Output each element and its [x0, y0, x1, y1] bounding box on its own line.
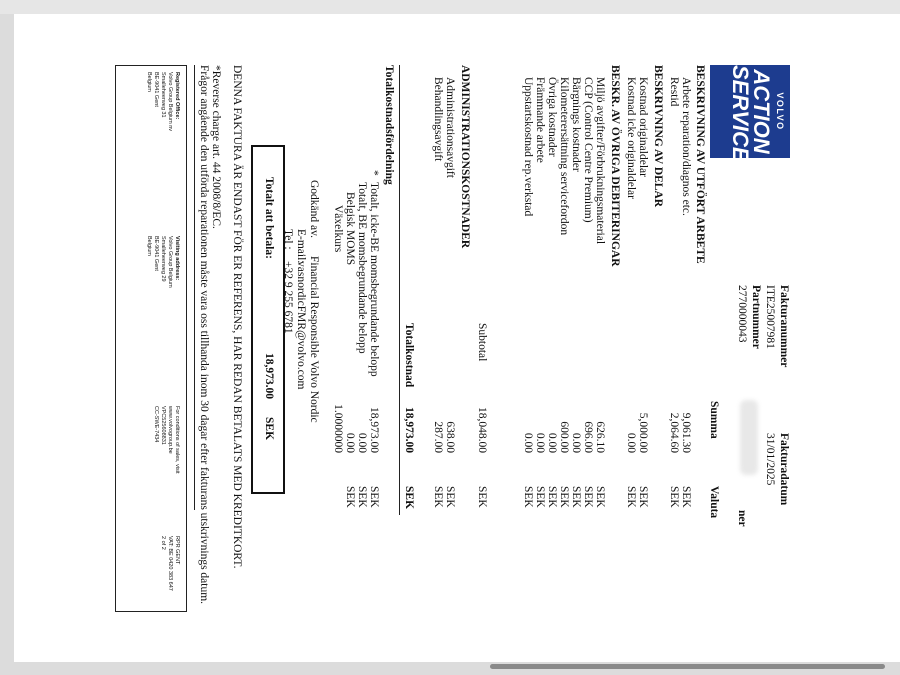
footer-line: CC-SWE-7434 [153, 406, 159, 443]
reference-note: DENNA FAKTURA ÄR ENDAST FÖR ER REFERENS, HAR REDAN BETALATS MED KREDITKORT. [231, 65, 243, 569]
footer-line: VPC525608831 [160, 406, 166, 445]
footer-registered [145, 72, 180, 131]
footer-line: Volvo Group Belgium [167, 236, 173, 288]
document-page [14, 14, 900, 662]
footer-rpr [159, 536, 180, 591]
parts-row-currency: SEK [625, 486, 637, 508]
distribution-row-amount: 18,973.00 [368, 407, 380, 453]
other-row-amount: 0.00 [534, 432, 546, 453]
distribution-row-label: Totalt, BE momsbegrundande belopp [356, 182, 368, 354]
other-row-amount: 0.00 [522, 432, 534, 453]
footer-visiting [145, 236, 180, 288]
admin-row-currency: SEK [432, 486, 444, 508]
distribution-row-label: Belgisk MOMS [344, 192, 356, 266]
other-row-currency: SEK [570, 486, 582, 508]
section-parts-title: BESKRIVNING AV DELAR [652, 65, 664, 208]
other-row-currency: SEK [594, 486, 606, 508]
other-row-amount: 696.00 [582, 421, 594, 453]
total-cost-label: Totalkostnad [403, 323, 415, 388]
work-row-currency: SEK [680, 486, 692, 508]
other-row-amount: 0.00 [570, 432, 582, 453]
admin-row-label: Behandlingsavgift [432, 77, 444, 162]
other-row-amount: 626.10 [594, 421, 606, 453]
subtotal-currency: SEK [476, 486, 488, 508]
admin-row-label: Administrationsavgift [444, 77, 456, 178]
work-row-label: Arbete reparation/diagnos etc. [680, 77, 692, 216]
volvo-action-service-logo [710, 65, 790, 162]
tel-value: +32 9 255 6781 [282, 261, 294, 334]
email-label: E-mail: [295, 229, 307, 264]
partner-no: 2770000043 [736, 285, 748, 343]
footer-page-number: 2 of 2 [160, 536, 166, 550]
total-cost-amount: 18,973.00 [403, 407, 415, 453]
footer-line: For conditions of sales, visit [174, 406, 180, 474]
invoice-date-label: Fakturadatum [778, 433, 790, 506]
other-row-label: CCP (Control Centre Premium) [582, 77, 594, 223]
parts-row-currency: SEK [637, 486, 649, 508]
admin-row-amount: 638.00 [444, 421, 456, 453]
footer-line: Belgium [146, 72, 152, 92]
invoice-document [40, 65, 790, 620]
footer-line: Volvo Group Belgium nv [167, 72, 173, 132]
partner-no-label: Partnummer [750, 285, 762, 349]
work-row-amount: 9,061.30 [680, 412, 692, 453]
footer-line: BE-9041 Gent [153, 236, 159, 271]
questions-note: Frågor angående den utförda reparationen måste vara oss tillhanda inom 30 dagar efter fakturans utskrivnings datum. [198, 65, 210, 605]
distribution-row-amount: 0.00 [344, 432, 356, 453]
invoice-no: ITE25007981 [764, 285, 776, 349]
email-value: vasnordicFMR@volvo.com [295, 261, 307, 390]
col-valuta: Valuta [708, 486, 720, 519]
logo-brand: VOLVO [775, 92, 785, 131]
other-row-label: Miljö avgifter/Förbrukningsmaterial [594, 77, 606, 245]
subtotal-label: Subtotal [476, 323, 488, 362]
distribution-title: Totalkostnadsfördelning [383, 65, 395, 185]
work-row-amount: 2,064.60 [668, 412, 680, 453]
notes-divider [194, 65, 195, 510]
divider-line [399, 65, 400, 515]
distribution-row-label: Växelkurs [332, 205, 344, 253]
pay-label: Totalt att betala: [263, 177, 275, 259]
redacted-area [740, 400, 758, 475]
footer-line: Belgium [146, 236, 152, 256]
distribution-star: * [368, 170, 380, 176]
distribution-row-currency: SEK [344, 486, 356, 508]
footer-line: Smalleheerweg 31 [160, 72, 166, 118]
logo-line1: ACTION [749, 69, 774, 154]
work-row-label: Restid [668, 77, 680, 107]
approved-value: Financial Responsible Volvo Nordic [308, 256, 320, 423]
footer-registered-title: Registered Office: [174, 72, 180, 120]
total-cost-currency: SEK [403, 486, 415, 510]
distribution-row-amount: 1.0000000 [332, 404, 344, 453]
other-row-label: Kilometerersättning servicefordon [558, 77, 570, 236]
footer-box [115, 65, 187, 612]
other-row-currency: SEK [522, 486, 534, 508]
subtotal-amount: 18,048.00 [476, 407, 488, 453]
other-row-amount: 0.00 [546, 432, 558, 453]
footer-line: BE-9041 Gent [153, 72, 159, 107]
horizontal-scrollbar[interactable] [490, 664, 885, 669]
pay-amount: 18,973.00 [263, 353, 275, 399]
footer-visiting-title: Visiting address: [174, 236, 180, 281]
footer-line: RPR GENT [174, 536, 180, 565]
parts-row-amount: 0.00 [625, 432, 637, 453]
footer-line: VAT: BE 0420 383 647 [167, 536, 173, 591]
reverse-charge-note: *Reverse charge art. 44 2008/8/EC. [210, 65, 222, 229]
distribution-row-label: Totalt, icke-BE momsbegrundande belopp [368, 182, 380, 377]
distribution-row-currency: SEK [368, 486, 380, 508]
logo-line2: SERVICE [728, 65, 753, 162]
parts-row-label: Kostnad icke originaldelar [625, 77, 637, 199]
other-row-label: Uppstartskostnad rep.verkstad [522, 77, 534, 217]
approved-label: Godkänd av. [308, 180, 320, 239]
admin-row-amount: 287.00 [432, 421, 444, 453]
footer-line: Smalleheerweg 29 [160, 236, 166, 282]
col-summa: Summa [708, 401, 720, 439]
viewer-top-bar [0, 0, 900, 14]
invoice-no-label: Fakturanummer [778, 285, 790, 368]
invoice-date: 31/01/2025 [764, 433, 776, 486]
header-partial-text: ner [736, 510, 748, 527]
section-admin-title: ADMINISTRATIONSKOSTNADER [459, 65, 471, 249]
other-row-currency: SEK [582, 486, 594, 508]
section-work-title: BESKRIVNING AV UTFÖRT ARBETE [694, 65, 706, 264]
work-row-currency: SEK [668, 486, 680, 508]
parts-row-label: Kostnad originaldelar [637, 77, 649, 177]
other-row-label: Övriga kostnader [546, 77, 558, 157]
tel-label: Tel : [282, 229, 294, 250]
other-row-currency: SEK [558, 486, 570, 508]
other-row-amount: 600.00 [558, 421, 570, 453]
section-other-title: BESKR. AV ÖVRIGA DEBITERINGAR [609, 65, 621, 267]
pay-currency: SEK [263, 417, 275, 441]
total-to-pay-box [251, 145, 285, 494]
footer-line: www.volvogroup.be [167, 406, 173, 454]
distribution-row-amount: 0.00 [356, 432, 368, 453]
footer-conditions [152, 406, 180, 474]
other-row-label: Bärgnings kostnader [570, 77, 582, 172]
other-row-label: Främmande arbete [534, 77, 546, 163]
parts-row-amount: 5,000.00 [637, 412, 649, 453]
distribution-row-currency: SEK [356, 486, 368, 508]
other-row-currency: SEK [546, 486, 558, 508]
admin-row-currency: SEK [444, 486, 456, 508]
other-row-currency: SEK [534, 486, 546, 508]
